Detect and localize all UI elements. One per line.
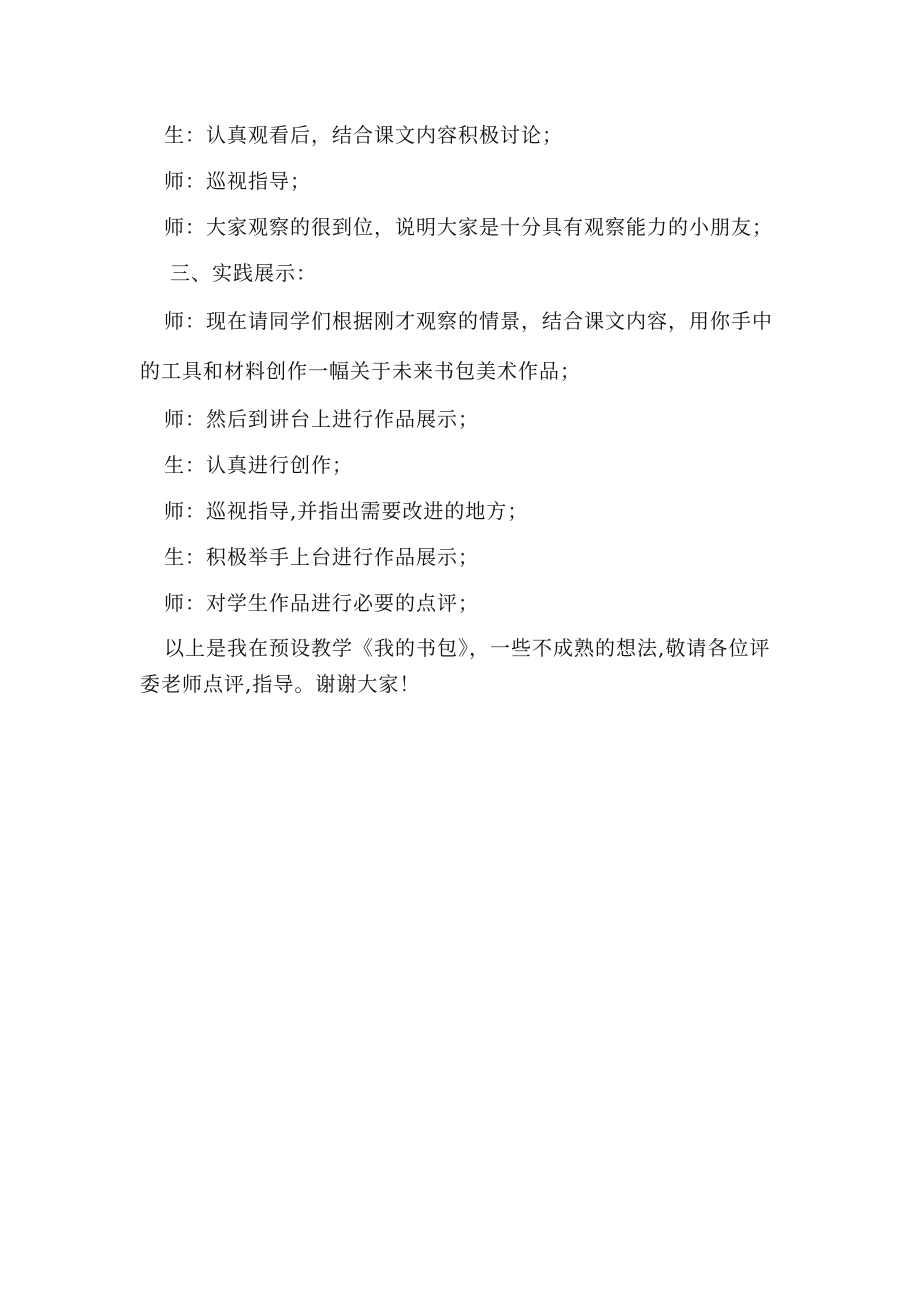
paragraph-student-present: 生：积极举手上台进行作品展示；	[164, 545, 479, 569]
section-heading-practice: 三、实践展示：	[170, 261, 317, 285]
paragraph-teacher-guide: 师：巡视指导；	[164, 169, 311, 193]
paragraph-closing: 以上是我在预设教学《我的书包》，一些不成熟的想法,敬请各位评委老师点评,指导。谢谢大家！	[140, 636, 771, 696]
paragraph-student-create: 生：认真进行创作；	[164, 453, 353, 477]
paragraph-student-discuss: 生：认真观看后，结合课文内容积极讨论；	[164, 123, 563, 147]
paragraph-teacher-show: 师：然后到讲台上进行作品展示；	[164, 407, 479, 431]
paragraph-teacher-create: 师：现在请同学们根据刚才观察的情景，结合课文内容，用你手中的工具和材料创作一幅关于未来书包美术作品；	[140, 309, 773, 383]
paragraph-teacher-praise: 师：大家观察的很到位，说明大家是十分具有观察能力的小朋友；	[164, 215, 773, 239]
paragraph-teacher-improve: 师：巡视指导,并指出需要改进的地方；	[164, 499, 529, 523]
document-body	[140, 112, 790, 702]
paragraph-teacher-review: 师：对学生作品进行必要的点评；	[164, 591, 479, 615]
